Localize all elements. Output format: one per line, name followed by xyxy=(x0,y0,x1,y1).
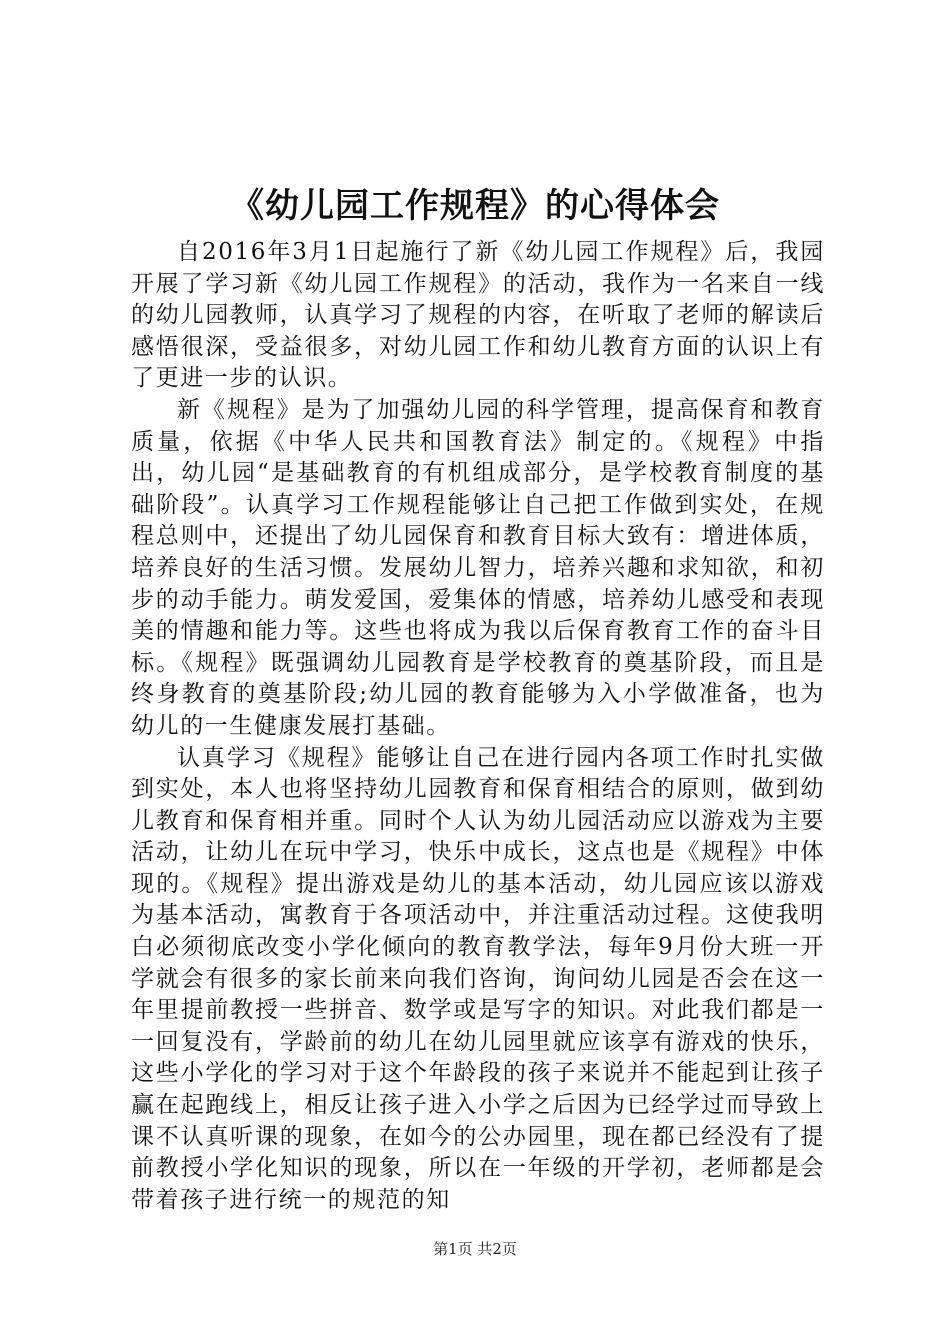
document-title: 《幼儿园工作规程》的心得体会 xyxy=(230,186,720,226)
document-body xyxy=(131,237,825,1216)
paragraph-2: 新《规程》是为了加强幼儿园的科学管理，提高保育和教育质量，依据《中华人民共和国教育法》制定的。《规程》中指出，幼儿园“是基础教育的有机组成部分，是学校教育制度的基础阶段”。认真学习工作规程能够让自己把工作做到实处，在规程总则中，还提出了幼儿园保育和教育目标大致有：增进体质，培养良好的生活习惯。发展幼儿智力，培养兴趣和求知欲，和初步的动手能力。萌发爱国，爱集体的情感，培养幼儿感受和表现美的情趣和能力等。这些也将成为我以后保育教育工作的奋斗目标。《规程》既强调幼儿园教育是学校教育的奠基阶段，而且是终身教育的奠基阶段;幼儿园的教育能够为入小学做准备，也为幼儿的一生健康发展打基础。 xyxy=(131,396,825,739)
page-footer: 第1页 共2页 xyxy=(433,1240,517,1258)
paragraph-3: 认真学习《规程》能够让自己在进行园内各项工作时扎实做到实处，本人也将坚持幼儿园教育和保育相结合的原则，做到幼儿教育和保育相并重。同时个人认为幼儿园活动应以游戏为主要活动，让幼儿在玩中学习，快乐中成长，这点也是《规程》中体现的。《规程》提出游戏是幼儿的基本活动，幼儿园应该以游戏为基本活动，寓教育于各项活动中，并注重活动过程。这使我明白必须彻底改变小学化倾向的教育教学法，每年9月份大班一开学就会有很多的家长前来向我们咨询，询问幼儿园是否会在这一年里提前教授一些拼音、数学或是写字的知识。对此我们都是一一回复没有，学龄前的幼儿在幼儿园里就应该享有游戏的快乐，这些小学化的学习对于这个年龄段的孩子来说并不能起到让孩子赢在起跑线上，相反让孩子进入小学之后因为已经学过而导致上课不认真听课的现象，在如今的公办园里，现在都已经没有了提前教授小学化知识的现象，所以在一年级的开学初，老师都是会带着孩子进行统一的规范的知 xyxy=(131,744,825,1213)
paragraph-1: 自2016年3月1日起施行了新《幼儿园工作规程》后，我园开展了学习新《幼儿园工作规程》的活动，我作为一名来自一线的幼儿园教师，认真学习了规程的内容，在听取了老师的解读后感悟很深，受益很多，对幼儿园工作和幼儿教育方面的认识上有了更进一步的认识。 xyxy=(131,239,825,392)
